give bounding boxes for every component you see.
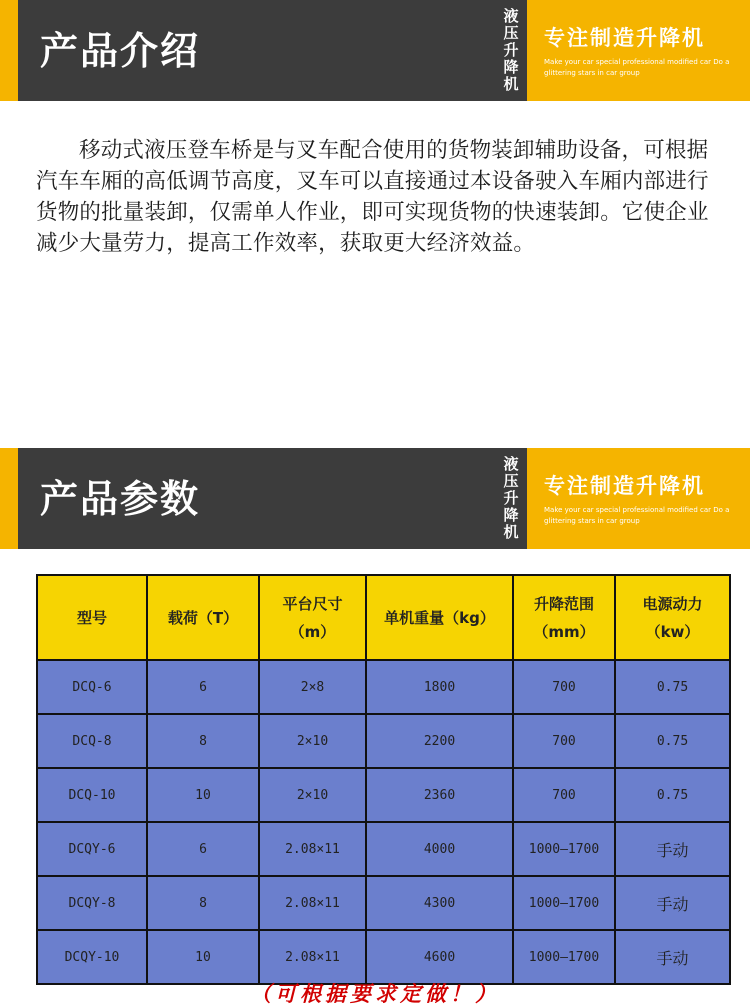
cell-lift-range: 1000—1700 (513, 930, 615, 984)
header-platform-size: 平台尺寸 （m） (259, 575, 366, 660)
banner-accent-stripe (0, 0, 18, 101)
header-lift-range: 升降范围 （mm） (513, 575, 615, 660)
cell-weight: 4300 (366, 876, 513, 930)
banner-vertical-text: 液 压 升 降 机 (503, 7, 519, 93)
cell-load: 8 (147, 714, 259, 768)
table-header-row (37, 575, 730, 660)
cell-power: 0.75 (615, 768, 730, 822)
params-table (36, 574, 731, 985)
cell-model: DCQ-10 (37, 768, 147, 822)
header-power: 电源动力 （kw） (615, 575, 730, 660)
header-model: 型号 (37, 575, 147, 660)
cell-platform-size: 2.08×11 (259, 822, 366, 876)
cell-lift-range: 1000—1700 (513, 876, 615, 930)
cell-power: 0.75 (615, 660, 730, 714)
cell-lift-range: 700 (513, 768, 615, 822)
cell-lift-range: 1000—1700 (513, 822, 615, 876)
intro-title: 产品介绍 (40, 29, 201, 73)
table-row (37, 876, 730, 930)
cell-load: 10 (147, 930, 259, 984)
cell-power: 手动 (615, 822, 730, 876)
intro-banner (0, 0, 750, 101)
params-banner (0, 448, 750, 549)
intro-paragraph: 移动式液压登车桥是与叉车配合使用的货物装卸辅助设备，可根据汽车车厢的高低调节高度，叉车可以直接通过本设备驶入车厢内部进行货物的批量装卸，仅需单人作业，即可实现货物的快速装卸。它使企业减少大量劳力，提高工作效率，获取更大经济效益。 (36, 138, 709, 256)
cell-weight: 2200 (366, 714, 513, 768)
slogan-english: Make your car special professional modified car Do a glittering stars in car group (544, 58, 730, 77)
params-title: 产品参数 (40, 477, 201, 521)
cell-platform-size: 2×10 (259, 768, 366, 822)
cell-platform-size: 2×8 (259, 660, 366, 714)
cell-power: 手动 (615, 876, 730, 930)
banner-accent-stripe (0, 448, 18, 549)
cell-model: DCQY-6 (37, 822, 147, 876)
table-row (37, 822, 730, 876)
cell-model: DCQY-8 (37, 876, 147, 930)
cell-platform-size: 2.08×11 (259, 876, 366, 930)
banner-vertical-text: 液 压 升 降 机 (503, 455, 519, 541)
slogan-box (527, 0, 750, 101)
slogan-english: Make your car special professional modified car Do a glittering stars in car group (544, 506, 730, 525)
cell-weight: 4000 (366, 822, 513, 876)
cell-lift-range: 700 (513, 714, 615, 768)
cell-model: DCQY-10 (37, 930, 147, 984)
cell-platform-size: 2.08×11 (259, 930, 366, 984)
cell-load: 6 (147, 822, 259, 876)
slogan-box (527, 448, 750, 549)
cell-load: 8 (147, 876, 259, 930)
cell-model: DCQ-8 (37, 714, 147, 768)
table-row (37, 768, 730, 822)
table-row (37, 660, 730, 714)
cell-platform-size: 2×10 (259, 714, 366, 768)
cell-load: 6 (147, 660, 259, 714)
slogan-text: 专注制造升降机 (544, 26, 705, 50)
cell-weight: 2360 (366, 768, 513, 822)
cell-weight: 1800 (366, 660, 513, 714)
cell-weight: 4600 (366, 930, 513, 984)
header-load: 载荷（T） (147, 575, 259, 660)
table-row (37, 930, 730, 984)
table-row (37, 714, 730, 768)
custom-order-note: （可根据要求定做！） (250, 982, 500, 1006)
cell-load: 10 (147, 768, 259, 822)
cell-power: 0.75 (615, 714, 730, 768)
header-weight: 单机重量（kg） (366, 575, 513, 660)
cell-power: 手动 (615, 930, 730, 984)
cell-model: DCQ-6 (37, 660, 147, 714)
slogan-text: 专注制造升降机 (544, 474, 705, 498)
cell-lift-range: 700 (513, 660, 615, 714)
